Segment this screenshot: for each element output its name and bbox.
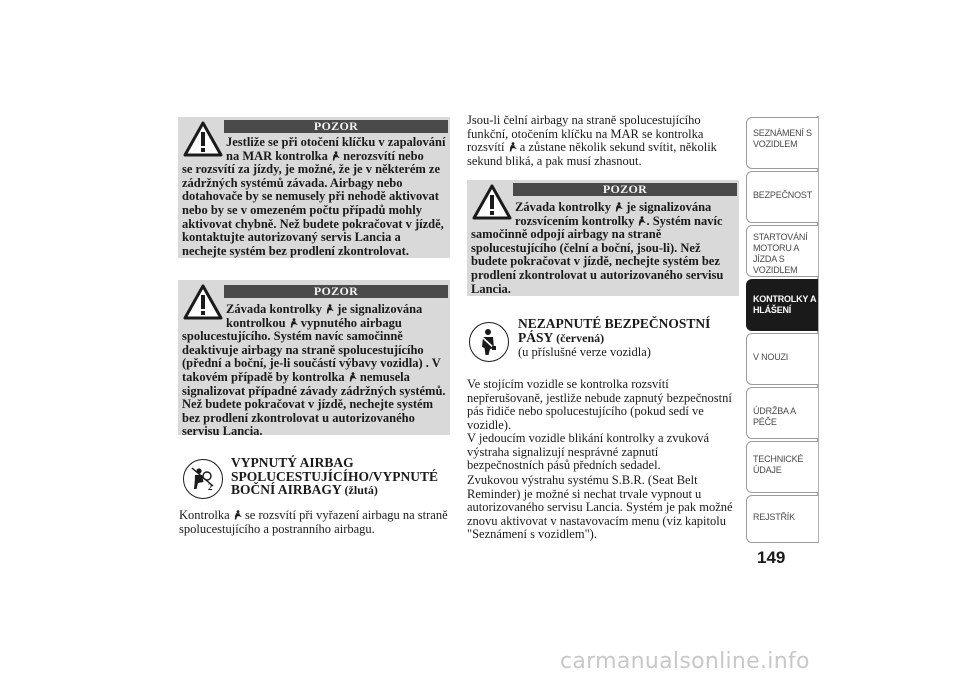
- warning-text: Závada kontrolky je signalizována rozsvícením kontrolky . Systém navíc samočinně odpojí airbagy na straně spolucestujícího (čelní a boční, jsou-li). Než budete pokračovat v jízdě, nechejte systém bez prodlení zkontrolovat u autorizovaného servisu Lancia.: [471, 200, 724, 296]
- warning-text: Jestliže se při otočení klíčku v zapalování na MAR kontrolka nerozsvítí nebo se rozsvítí za jízdy, je možné, že je v některém ze zádržných systémů závada. Airbagy nebo dotahovače by se nemusely při nehodě aktivovat nebo by se v omezeném počtu případů mohly aktivovat chybně. Než budete pokračovat v jízdě, kontaktujte autorizovaný servis Lancia a nechejte systém bez prodlení zkontrolovat.: [182, 135, 446, 258]
- tab-v-nouzi[interactable]: V NOUZI: [746, 333, 818, 385]
- watermark: carmanualsonline.info: [560, 649, 810, 674]
- page-number: 149: [757, 548, 786, 567]
- warning-header: POZOR: [513, 183, 737, 196]
- warning-text: Závada kontrolky je signalizována kontrolkou vypnutého airbagu spolucestujícího. Systém navíc samočinně deaktivuje airbagy na straně spolucestujícího (přední a boční, je-li součástí výbavy vozidla) . V takovém případě by kontrolka nemusela signalizovat případné závady zádržných systémů. Než budete pokračovat v jízdě, nechejte systém bez prodlení zkontrolovat u autorizovaného servisu Lancia.: [182, 302, 446, 439]
- seat-belt-paragraph-2: V jedoucím vozidle blikání kontrolky a zvuková výstraha signalizují nesprávné zapnutí bezpečnostních pásů předních sedadel.: [467, 431, 710, 473]
- tab-udrzba[interactable]: ÚDRŽBA A PÉČE: [746, 387, 818, 439]
- airbag-lamp-icon: [348, 372, 357, 382]
- passenger-airbag-off-lamp-icon: [233, 510, 242, 520]
- warning-header: POZOR: [224, 120, 448, 133]
- airbag-icon-label: 2: [208, 482, 213, 492]
- airbag-lamp-icon: [325, 304, 334, 314]
- seat-belt-paragraph-1: Ve stojícím vozidle se kontrolka rozsvítí nepřerušovaně, jestliže nebude zapnutý bezpečnostní pás řidiče nebo spolucestujícího (pokud sedí ve vozidle).: [467, 377, 732, 432]
- warning-box-lamp-fault: [178, 280, 450, 439]
- tab-rejstrik[interactable]: REJSTŘÍK: [746, 495, 818, 543]
- tab-startovani[interactable]: STARTOVÁNÍ MOTORU A JÍZDA S VOZIDLEM: [746, 225, 818, 277]
- seat-belt-icon: [469, 322, 509, 362]
- tab-bezpecnost[interactable]: BEZPEČNOST: [746, 171, 818, 223]
- seat-belt-subtitle: (u příslušné verze vozidla): [518, 345, 651, 359]
- tab-seznameni[interactable]: SEZNÁMENÍ S VOZIDLEM: [746, 117, 818, 169]
- warning-box-airbag-lamp: [178, 117, 450, 258]
- airbag-lamp-icon: [331, 151, 340, 161]
- warning-box-lamp-fault-right: [467, 180, 739, 296]
- section-title-seat-belt: NEZAPNUTÉ BEZPEČNOSTNÍ PÁSY (červená): [518, 316, 711, 345]
- section-title-airbag-off: VYPNUTÝ AIRBAG SPOLUCESTUJÍCÍHO/VYPNUTÉ BOČNÍ AIRBAGY (žlutá): [231, 455, 439, 497]
- airbag-check-intro: Jsou-li čelní airbagy na straně spolucestujícího funkční, otočením klíčku na MAR se kontrolka rozsvítí a zůstane několik sekund svítit, několik sekund bliká, a pak musí zhasnout.: [467, 113, 717, 168]
- tab-technicke[interactable]: TECHNICKÉ ÚDAJE: [746, 441, 818, 493]
- passenger-airbag-off-lamp-icon: [289, 318, 298, 328]
- seat-belt-paragraph-3: Zvukovou výstrahu systému S.B.R. (Seat Belt Reminder) je možné si nechat trvale vypnout u autorizovaného servisu Lancia. Systém je pak možné znovu aktivovat v nastavovacím menu (viz kapitolu "Seznámení s vozidlem").: [467, 473, 733, 542]
- warning-header: POZOR: [224, 285, 448, 298]
- airbag-off-description: Kontrolka se rozsvítí při vyřazení airbagu na straně spolucestujícího a postranního airbagu.: [179, 508, 448, 536]
- passenger-airbag-off-icon: [183, 459, 223, 499]
- passenger-airbag-off-lamp-icon: [614, 202, 623, 212]
- tab-kontrolky[interactable]: KONTROLKY A HLÁŠENÍ: [746, 279, 818, 331]
- passenger-airbag-off-lamp-icon: [508, 142, 517, 152]
